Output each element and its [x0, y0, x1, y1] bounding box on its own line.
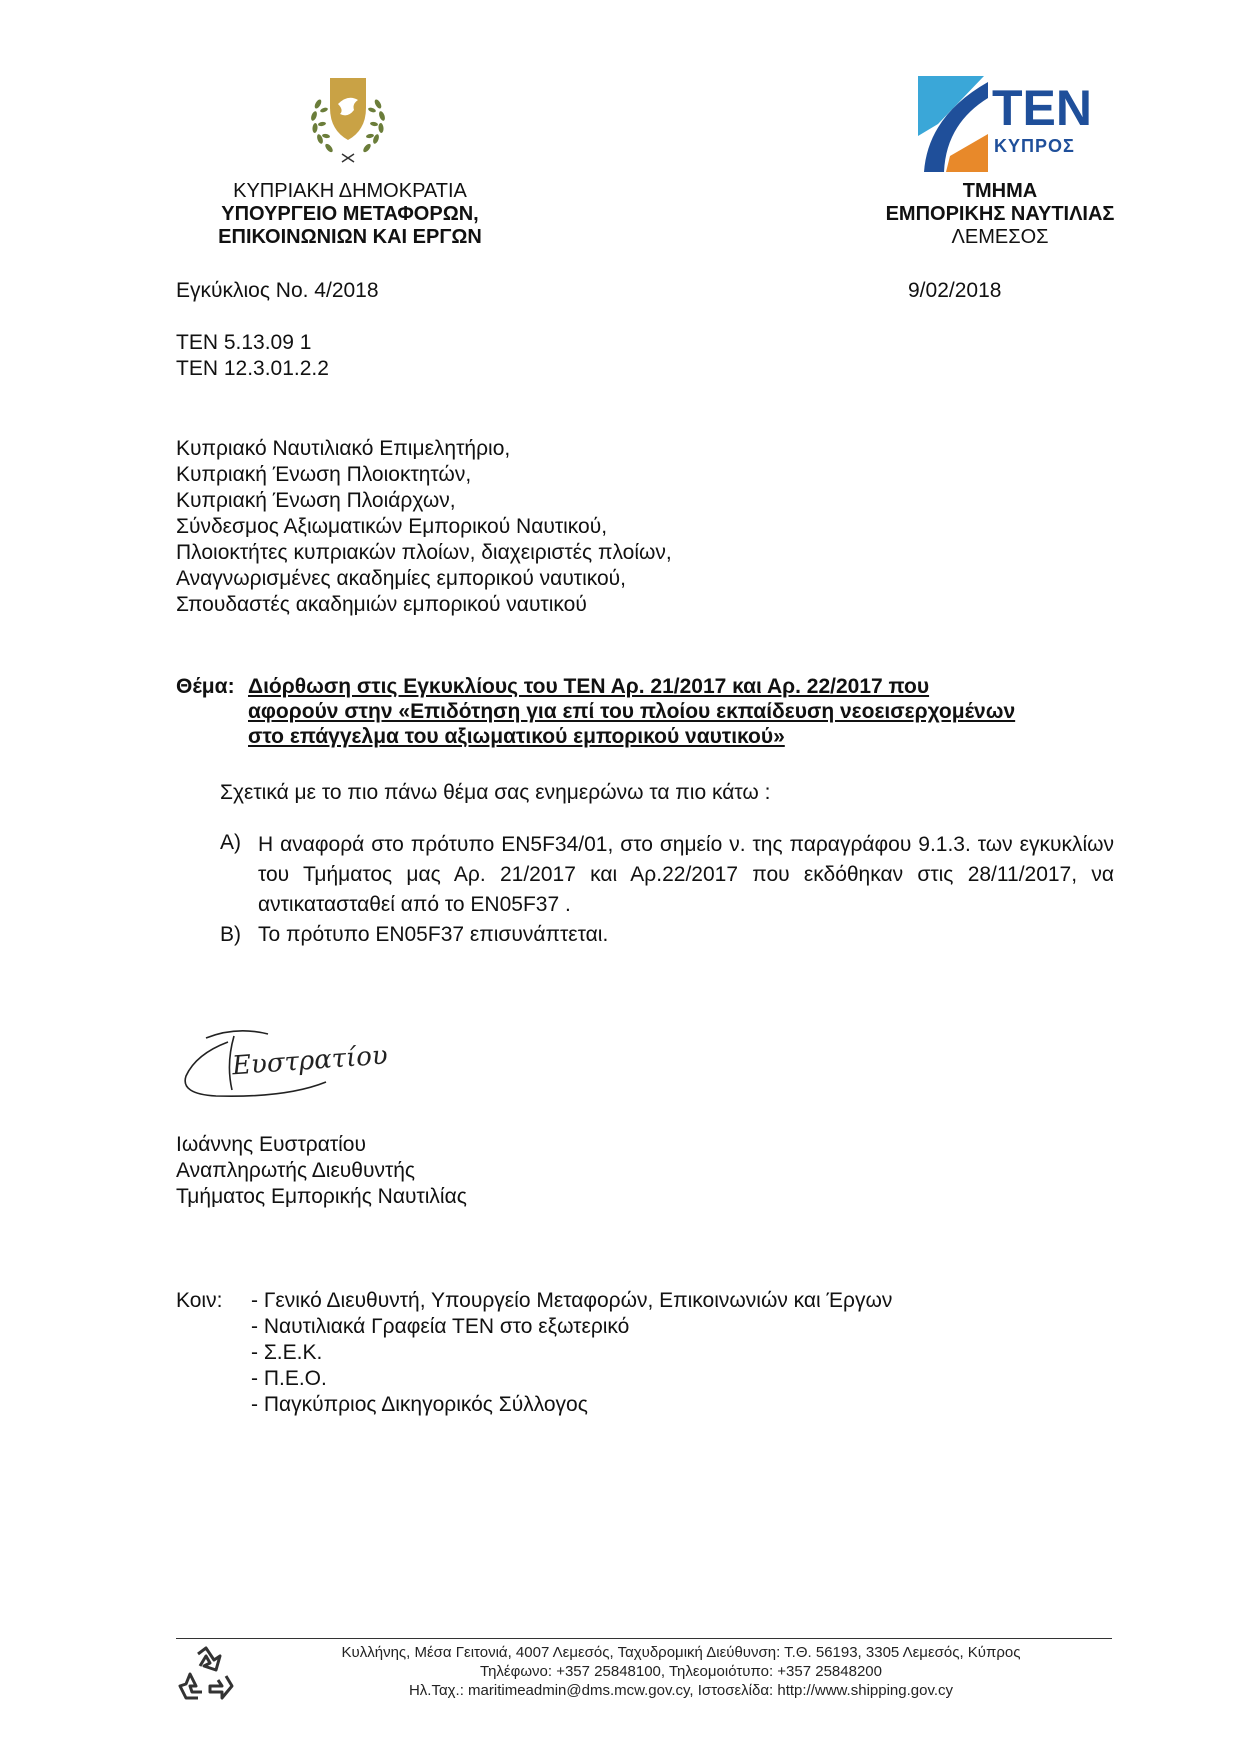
subject-text [248, 674, 1118, 749]
signatory-name: Ιωάννης Ευστρατίου [176, 1133, 366, 1156]
recipient-item: Σύνδεσμος Αξιωματικών Εμπορικού Ναυτικού, [176, 515, 608, 538]
signatory-block [176, 1132, 467, 1210]
cc-item: - Γενικό Διευθυντή, Υπουργείο Μεταφορών, Επικοινωνιών και Έργων [251, 1289, 893, 1312]
department-header [860, 180, 1140, 249]
recipient-item: Πλοιοκτήτες κυπριακών πλοίων, διαχειριστές πλοίων, [176, 541, 672, 564]
point-b-text: Το πρότυπο ΕΝ05F37 επισυνάπτεται. [258, 923, 609, 946]
ministry-name-line1: ΥΠΟΥΡΓΕΙΟ ΜΕΤΑΦΟΡΩΝ, [221, 203, 479, 225]
cc-item: - Σ.Ε.Κ. [251, 1341, 323, 1364]
ten-logo [918, 76, 1092, 174]
letter-date: 9/02/2018 [908, 279, 1002, 302]
department-line2: ΕΜΠΟΡΙΚΗΣ ΝΑΥΤΙΛΙΑΣ [885, 203, 1115, 225]
cc-list [251, 1288, 892, 1418]
handwritten-signature [176, 1024, 389, 1108]
recipient-item: Κυπριακή Ένωση Πλοιάρχων, [176, 489, 456, 512]
cyprus-coat-of-arms-icon [300, 74, 396, 166]
cc-label: Κοιν: [176, 1289, 223, 1312]
subject-line: Διόρθωση στις Εγκυκλίους του ΤΕΝ Αρ. 21/2017 και Αρ. 22/2017 που [248, 675, 930, 698]
department-city: ΛΕΜΕΣΟΣ [951, 226, 1049, 248]
ten-logo-icon [918, 76, 990, 174]
cc-item: - Ναυτιλιακά Γραφεία ΤΕΝ στο εξωτερικό [251, 1315, 630, 1338]
cc-item: - Παγκύπριος Δικηγορικός Σύλλογος [251, 1393, 588, 1416]
signature-text: Ευστρατίου [231, 1040, 389, 1082]
reference-line: ΤΕΝ 5.13.09 1 [176, 331, 312, 354]
ministry-name-line2: ΕΠΙΚΟΙΝΩΝΙΩΝ ΚΑΙ ΕΡΓΩΝ [218, 226, 482, 248]
republic-label: ΚΥΠΡΙΑΚΗ ΔΗΜΟΚΡΑΤΙΑ [233, 180, 467, 202]
recipient-item: Αναγνωρισμένες ακαδημίες εμπορικού ναυτικού, [176, 567, 627, 590]
subject-label: Θέμα: [176, 675, 235, 698]
recipient-item: Κυπριακό Ναυτιλιακό Επιμελητήριο, [176, 437, 511, 460]
subject-line: στο επάγγελμα του αξιωματικού εμπορικού ναυτικού» [248, 725, 785, 748]
reference-line: ΤΕΝ 12.3.01.2.2 [176, 357, 329, 380]
signatory-department: Τμήματος Εμπορικής Ναυτιλίας [176, 1185, 467, 1208]
ministry-header [180, 180, 520, 249]
point-b-marker: Β) [220, 923, 241, 946]
recipient-item: Σπουδαστές ακαδημιών εμπορικού ναυτικού [176, 593, 587, 616]
point-a-marker: Α) [220, 831, 241, 854]
point-a-text: Η αναφορά στο πρότυπο ΕΝ5F34/01, στο σημείο ν. της παραγράφου 9.1.3. των εγκυκλίων του Τμήματος μας Αρ. 21/2017 και Αρ.22/2017 που εκδόθηκαν στις 28/11/2017, να αντικατασταθεί από το ΕΝ05F37 . [258, 833, 1114, 916]
footer-email-website: Ηλ.Ταχ.: maritimeadmin@dms.mcw.gov.cy, Ιστοσελίδα: http://www.shipping.gov.cy [408, 1682, 954, 1699]
footer-address: Κυλλήνης, Μέσα Γειτονιά, 4007 Λεμεσός, Ταχυδρομική Διεύθυνση: Τ.Θ. 56193, 3305 Λεμεσός, Κύπρος [341, 1644, 1021, 1661]
footer-contact [250, 1643, 1112, 1700]
ten-logo-text: ΤΕΝ [992, 80, 1092, 136]
cc-item: - Π.Ε.Ο. [251, 1367, 327, 1390]
intro-sentence: Σχετικά με το πιο πάνω θέμα σας ενημερώνω τα πιο κάτω : [220, 781, 771, 804]
recipients-list [176, 436, 672, 618]
department-line1: ΤΜΗΜΑ [962, 180, 1038, 202]
signatory-title: Αναπληρωτής Διευθυντής [176, 1159, 416, 1182]
footer-divider [176, 1638, 1112, 1639]
ten-logo-subtext: ΚΥΠΡΟΣ [994, 136, 1075, 156]
recipient-item: Κυπριακή Ένωση Πλοιοκτητών, [176, 463, 472, 486]
footer-phone: Τηλέφωνο: +357 25848100, Τηλεομοιότυπο: +357 25848200 [480, 1663, 882, 1680]
circular-number: Εγκύκλιος Νο. 4/2018 [176, 279, 379, 302]
subject-line: αφορούν στην «Επιδότηση για επί του πλοίου εκπαίδευση νεοεισερχομένων [248, 700, 1016, 723]
recycle-icon [176, 1646, 236, 1704]
file-references [176, 330, 329, 382]
